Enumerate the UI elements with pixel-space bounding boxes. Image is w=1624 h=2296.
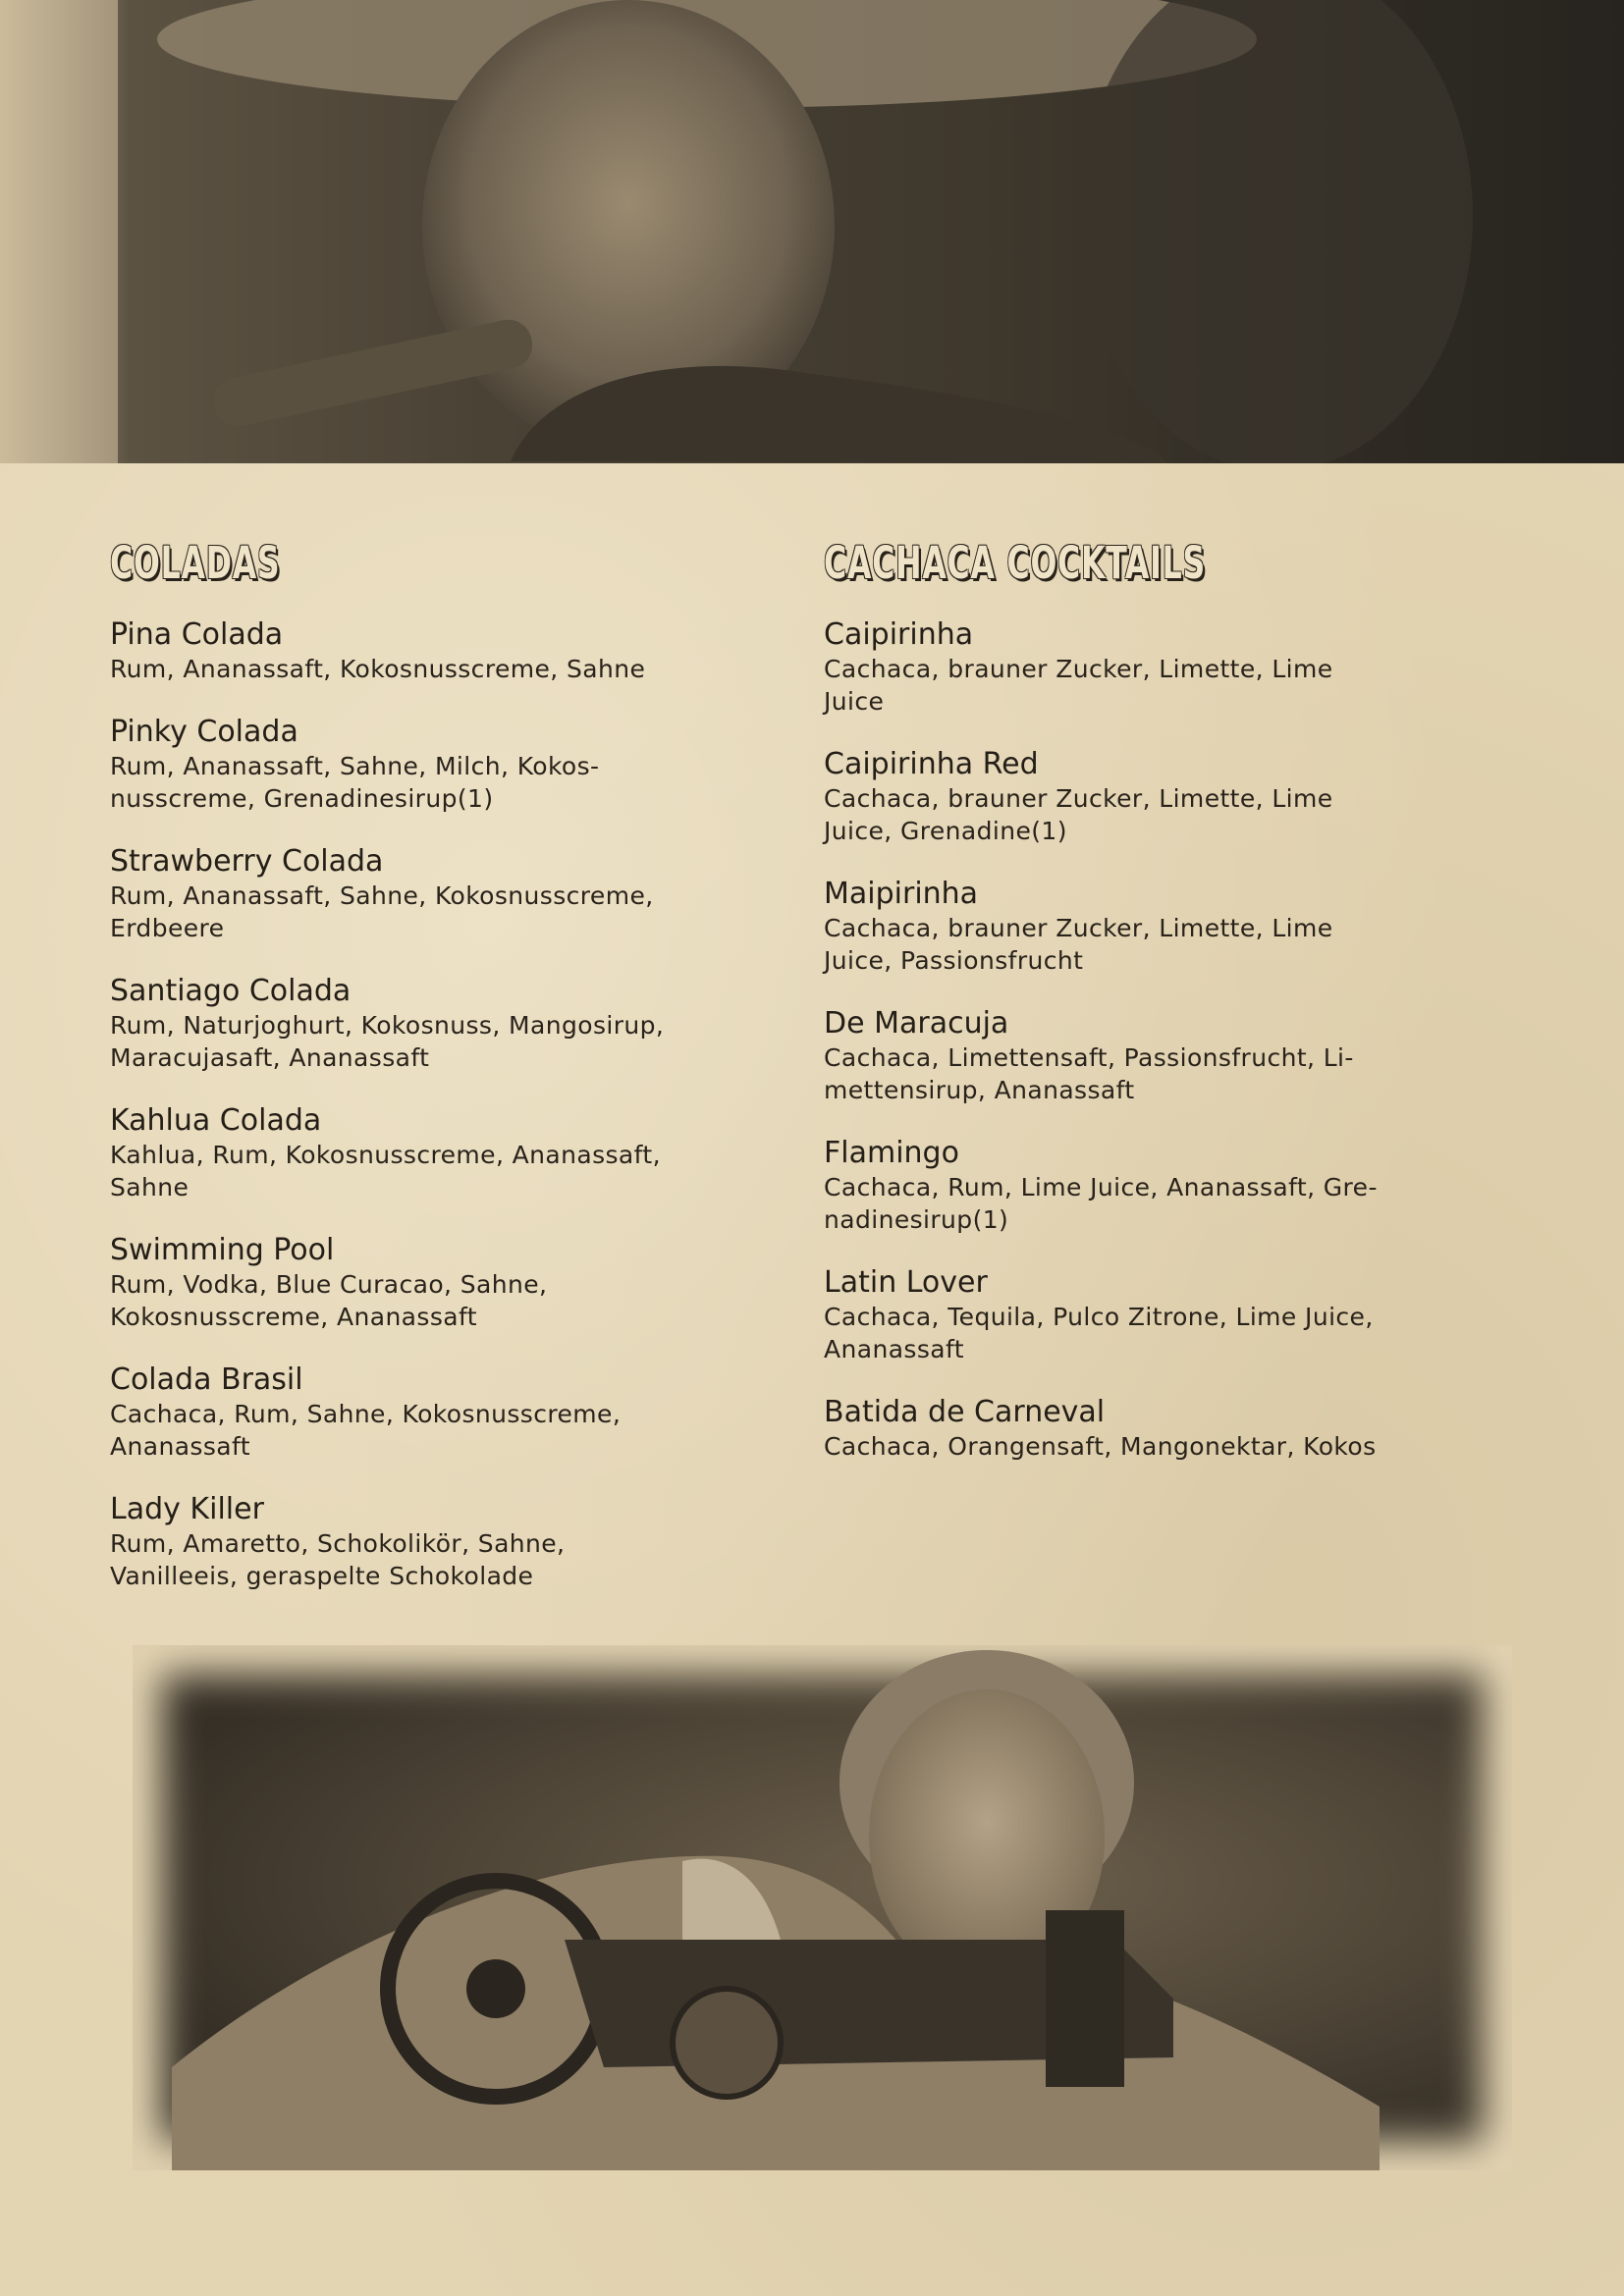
menu-item: [824, 1136, 1413, 1236]
item-desc: Cachaca, Rum, Lime Juice, Ananassaft, Gre- nadinesirup(1): [824, 1173, 1378, 1234]
item-desc: Cachaca, brauner Zucker, Limette, Lime Juice, Grenadine(1): [824, 784, 1333, 845]
menu-item: [110, 617, 699, 685]
menu-item: [824, 1395, 1413, 1463]
menu-item: [824, 1006, 1413, 1106]
item-name: Lady Killer: [110, 1492, 264, 1526]
item-name: De Maracuja: [824, 1006, 1009, 1041]
item-desc: Rum, Ananassaft, Sahne, Kokosnusscreme, Erdbeere: [110, 881, 654, 942]
menu-item: [110, 844, 699, 944]
man-with-hat-illustration: [0, 0, 1624, 463]
menu-item: [110, 1233, 699, 1333]
item-name: Caipirinha: [824, 617, 974, 652]
menu-item: [824, 617, 1413, 718]
item-name: Colada Brasil: [110, 1362, 303, 1397]
item-name: Batida de Carneval: [824, 1395, 1106, 1429]
item-desc: Rum, Ananassaft, Sahne, Milch, Kokos- nusscreme, Grenadinesirup(1): [110, 752, 600, 813]
menu-item: [110, 1362, 699, 1463]
item-desc: Cachaca, Orangensaft, Mangonektar, Kokos: [824, 1432, 1377, 1461]
section-title-cachaca: CACHACA COCKTAILS: [824, 537, 1207, 589]
item-name: Strawberry Colada: [110, 844, 384, 879]
cachaca-column: [824, 535, 1413, 1492]
item-name: Flamingo: [824, 1136, 959, 1170]
item-desc: Rum, Ananassaft, Kokosnusscreme, Sahne: [110, 655, 646, 683]
item-desc: Cachaca, Tequila, Pulco Zitrone, Lime Juice, Ananassaft: [824, 1303, 1374, 1363]
item-desc: Cachaca, brauner Zucker, Limette, Lime Juice: [824, 655, 1333, 716]
item-name: Pina Colada: [110, 617, 284, 652]
menu-item: [824, 877, 1413, 977]
item-name: Santiago Colada: [110, 974, 352, 1008]
menu-item: [110, 974, 699, 1074]
item-desc: Cachaca, Rum, Sahne, Kokosnusscreme, Ananassaft: [110, 1400, 622, 1461]
menu-item: [824, 747, 1413, 847]
item-name: Maipirinha: [824, 877, 979, 911]
item-desc: Rum, Vodka, Blue Curacao, Sahne, Kokosnusscreme, Ananassaft: [110, 1270, 548, 1331]
item-name: Swimming Pool: [110, 1233, 335, 1267]
item-desc: Rum, Naturjoghurt, Kokosnuss, Mangosirup, Maracujasaft, Ananassaft: [110, 1011, 665, 1072]
menu-item: [110, 1492, 699, 1592]
top-photo: [0, 0, 1624, 463]
coladas-column: [110, 535, 699, 1622]
section-title-coladas: COLADAS: [110, 537, 281, 589]
item-name: Latin Lover: [824, 1265, 988, 1300]
item-name: Caipirinha Red: [824, 747, 1039, 781]
item-desc: Rum, Amaretto, Schokolikör, Sahne, Vanilleeis, geraspelte Schokolade: [110, 1529, 566, 1590]
item-desc: Cachaca, Limettensaft, Passionsfrucht, Li- mettensirup, Ananassaft: [824, 1043, 1354, 1104]
item-desc: Cachaca, brauner Zucker, Limette, Lime Juice, Passionsfrucht: [824, 914, 1333, 975]
item-name: Pinky Colada: [110, 715, 298, 749]
item-name: Kahlua Colada: [110, 1103, 322, 1138]
woman-sewing-machine-illustration: [133, 1645, 1512, 2170]
menu-item: [110, 1103, 699, 1203]
menu-item: [110, 715, 699, 815]
menu-item: [824, 1265, 1413, 1365]
item-desc: Kahlua, Rum, Kokosnusscreme, Ananassaft, Sahne: [110, 1141, 661, 1201]
bottom-photo: [133, 1645, 1512, 2170]
